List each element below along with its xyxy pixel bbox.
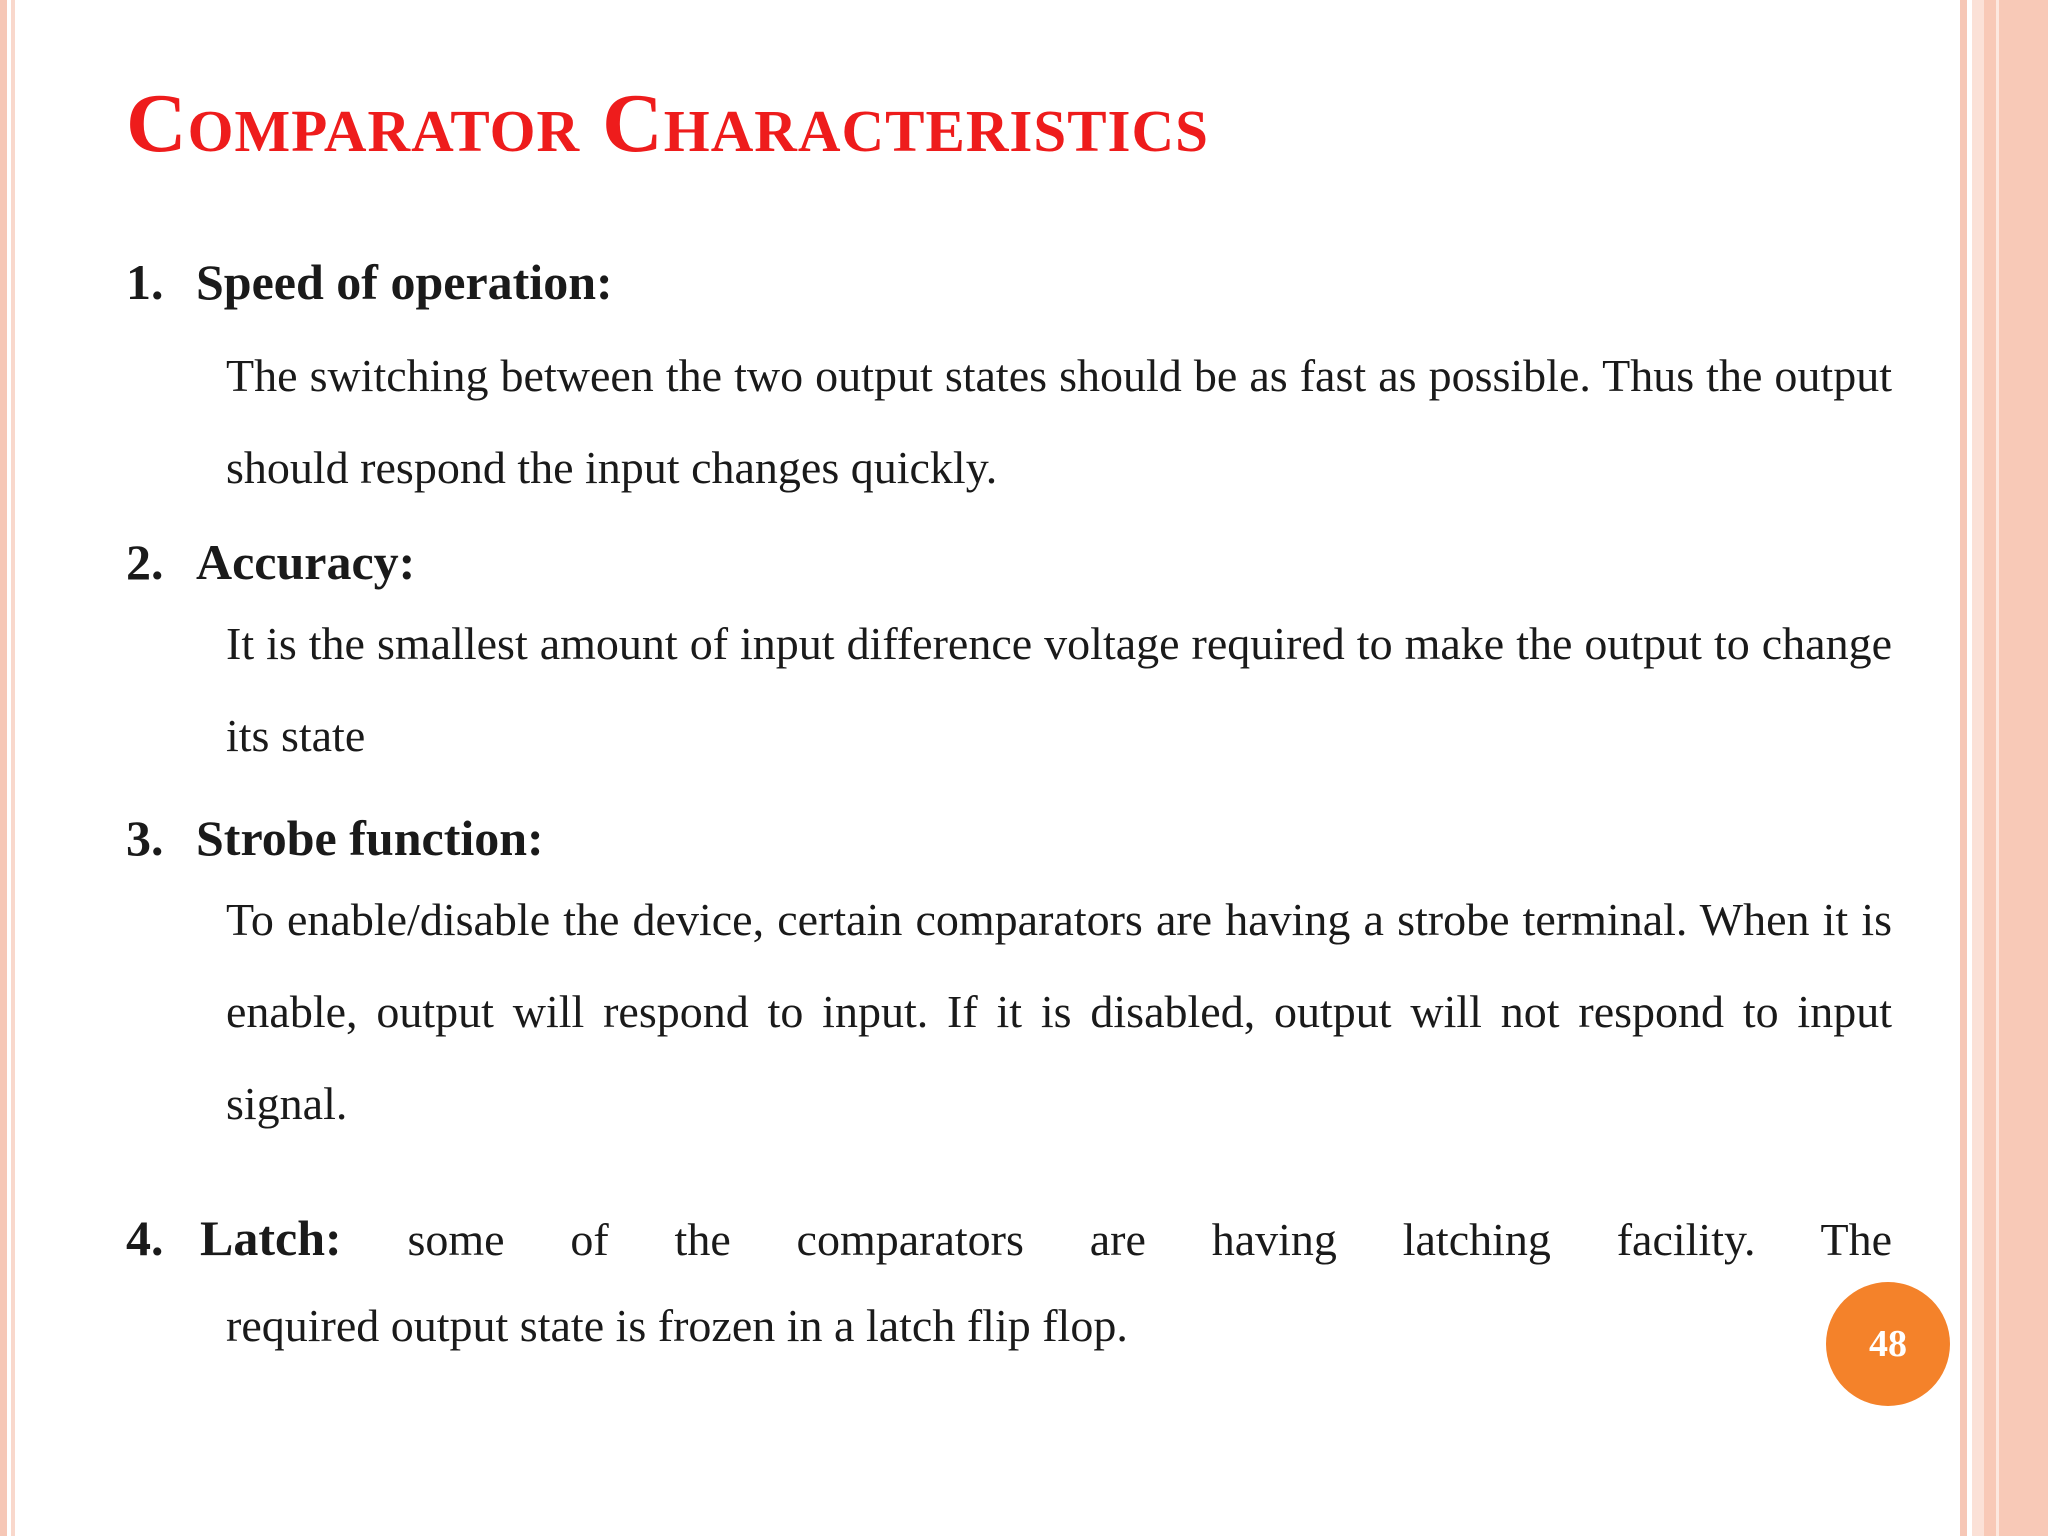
right-border-band [1984, 0, 2048, 1536]
item-text-speed: The switching between the two output states should be as fast as possible. Thus the output should respond the input changes quickly. [226, 350, 1892, 493]
item-number: 4. [126, 1210, 164, 1266]
item-text-accuracy: It is the smallest amount of input difference voltage required to make the output to change its state [226, 618, 1892, 761]
item-title: Strobe function: [196, 810, 544, 866]
right-border-stripe-light [1972, 0, 1984, 1536]
item-number: 1. [126, 254, 164, 310]
item-heading-accuracy [126, 532, 415, 592]
right-border-stripe [1960, 0, 1967, 1536]
item-heading-speed [126, 252, 613, 312]
item-title: Latch: [200, 1210, 342, 1266]
item-number: 3. [126, 810, 164, 866]
item-title: Speed of operation: [196, 254, 613, 310]
right-border-highlight [1996, 0, 1999, 1536]
item-latch-line [126, 1194, 1892, 1284]
item-title: Accuracy: [196, 534, 416, 590]
left-border-stripe [0, 0, 7, 1536]
left-border-stripe-inner [11, 0, 15, 1536]
item-heading-strobe [126, 808, 544, 868]
item-text-strobe: To enable/disable the device, certain comparators are having a strobe terminal. When it is enable, output will respond to input. If it is disabled, output will not respond to input signal. [226, 894, 1892, 1129]
item-text-latch-line1: some of the comparators are having latching facility. The [407, 1214, 1892, 1265]
item-number: 2. [126, 534, 164, 590]
slide-title: Comparator Characteristics [126, 77, 1209, 170]
page-number-badge: 48 [1826, 1282, 1950, 1406]
item-text-latch-line2: required output state is frozen in a latch flip flop. [226, 1300, 1128, 1351]
